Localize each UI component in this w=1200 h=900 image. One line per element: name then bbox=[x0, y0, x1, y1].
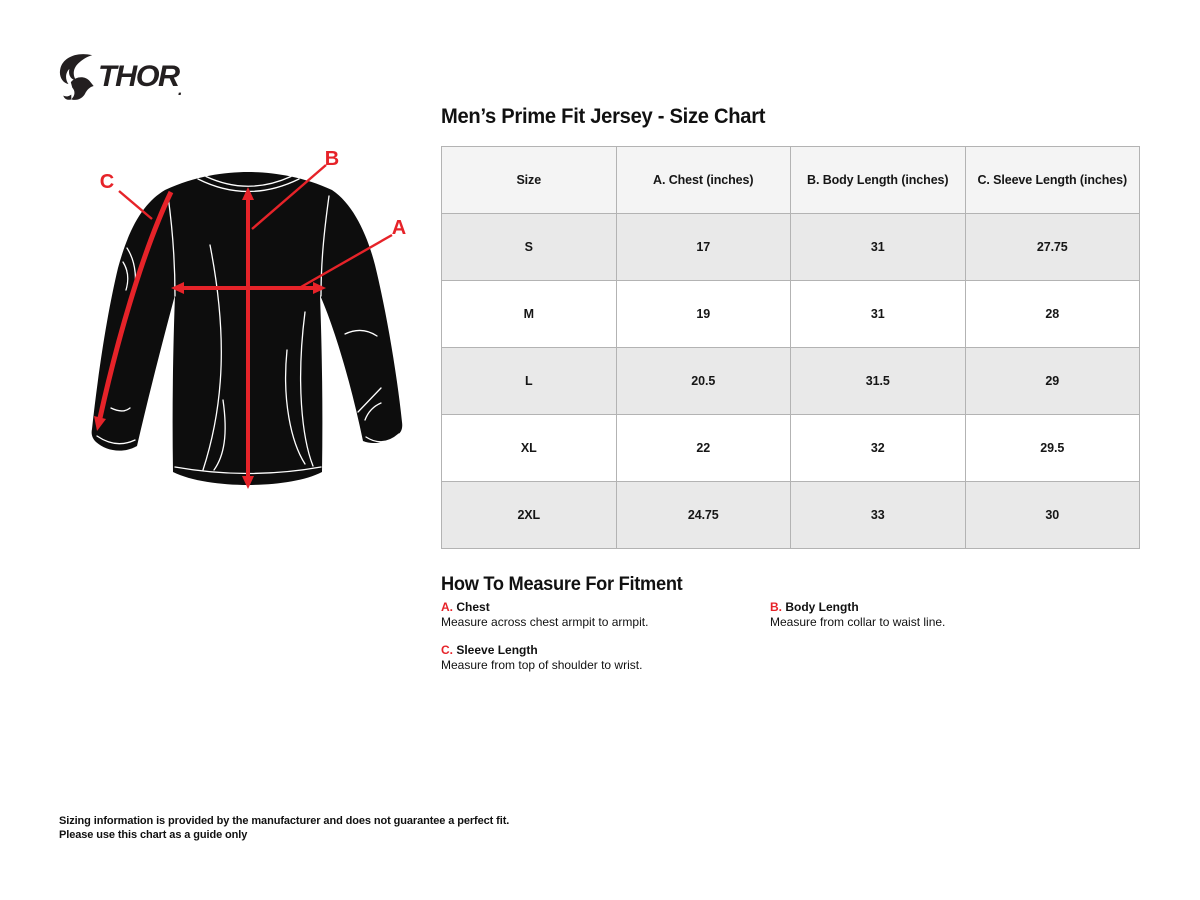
thor-ram-icon bbox=[58, 52, 96, 102]
measure-item-title bbox=[770, 601, 1061, 615]
measure-item-sleeve-length bbox=[441, 644, 770, 672]
chest-cell: 20.5 bbox=[616, 348, 791, 415]
disclaimer-line-2: Please use this chart as a guide only bbox=[59, 829, 248, 841]
thor-logo-trademark-dot: . bbox=[178, 82, 183, 99]
table-header-row bbox=[442, 147, 1140, 214]
table-row bbox=[442, 281, 1140, 348]
chest-cell: 24.75 bbox=[616, 482, 791, 549]
chest-cell: 19 bbox=[616, 281, 791, 348]
body-length-cell: 31.5 bbox=[791, 348, 966, 415]
table-row bbox=[442, 214, 1140, 281]
measure-item-title bbox=[441, 644, 770, 658]
col-header-chest: A. Chest (inches) bbox=[616, 147, 791, 214]
measure-letter: B. bbox=[770, 600, 782, 614]
thor-logo bbox=[58, 52, 182, 102]
measure-title-text: Sleeve Length bbox=[456, 643, 538, 657]
size-cell: L bbox=[442, 348, 617, 415]
chest-cell: 22 bbox=[616, 415, 791, 482]
measure-instructions bbox=[441, 601, 1061, 672]
sleeve-length-cell: 27.75 bbox=[965, 214, 1140, 281]
col-header-body-length: B. Body Length (inches) bbox=[791, 147, 966, 214]
measure-item-chest bbox=[441, 601, 770, 629]
size-cell: S bbox=[442, 214, 617, 281]
measure-item-title bbox=[441, 601, 770, 615]
col-header-size: Size bbox=[442, 147, 617, 214]
sleeve-length-cell: 29.5 bbox=[965, 415, 1140, 482]
measure-letter: C. bbox=[441, 643, 453, 657]
table-row bbox=[442, 482, 1140, 549]
body-length-cell: 31 bbox=[791, 281, 966, 348]
body-length-cell: 32 bbox=[791, 415, 966, 482]
size-chart-table bbox=[441, 146, 1140, 549]
label-a: A bbox=[391, 217, 407, 239]
label-b: B bbox=[324, 150, 340, 170]
sleeve-length-cell: 29 bbox=[965, 348, 1140, 415]
body-length-cell: 33 bbox=[791, 482, 966, 549]
col-header-sleeve-length: C. Sleeve Length (inches) bbox=[965, 147, 1140, 214]
jersey-measurement-diagram bbox=[75, 150, 425, 500]
measure-title-text: Body Length bbox=[785, 600, 859, 614]
sizing-disclaimer bbox=[59, 814, 509, 842]
measure-item-description: Measure from collar to waist line. bbox=[770, 614, 946, 629]
measure-section-heading: How To Measure For Fitment bbox=[441, 574, 683, 595]
page-title: Men’s Prime Fit Jersey - Size Chart bbox=[441, 105, 766, 128]
size-cell: 2XL bbox=[442, 482, 617, 549]
measure-title-text: Chest bbox=[456, 600, 490, 614]
measure-item-body-length bbox=[770, 601, 1061, 629]
measure-item-description: Measure from top of shoulder to wrist. bbox=[441, 657, 643, 672]
disclaimer-line-1: Sizing information is provided by the manufacturer and does not guarantee a perfect fit. bbox=[59, 815, 510, 827]
sleeve-length-cell: 30 bbox=[965, 482, 1140, 549]
sleeve-length-cell: 28 bbox=[965, 281, 1140, 348]
table-row bbox=[442, 415, 1140, 482]
label-c: C bbox=[99, 171, 115, 193]
chest-cell: 17 bbox=[616, 214, 791, 281]
thor-logo-text: THOR bbox=[98, 60, 179, 93]
size-cell: M bbox=[442, 281, 617, 348]
measure-letter: A. bbox=[441, 600, 453, 614]
measure-item-description: Measure across chest armpit to armpit. bbox=[441, 614, 649, 629]
jersey-silhouette bbox=[92, 150, 407, 489]
body-length-cell: 31 bbox=[791, 214, 966, 281]
size-cell: XL bbox=[442, 415, 617, 482]
table-row bbox=[442, 348, 1140, 415]
